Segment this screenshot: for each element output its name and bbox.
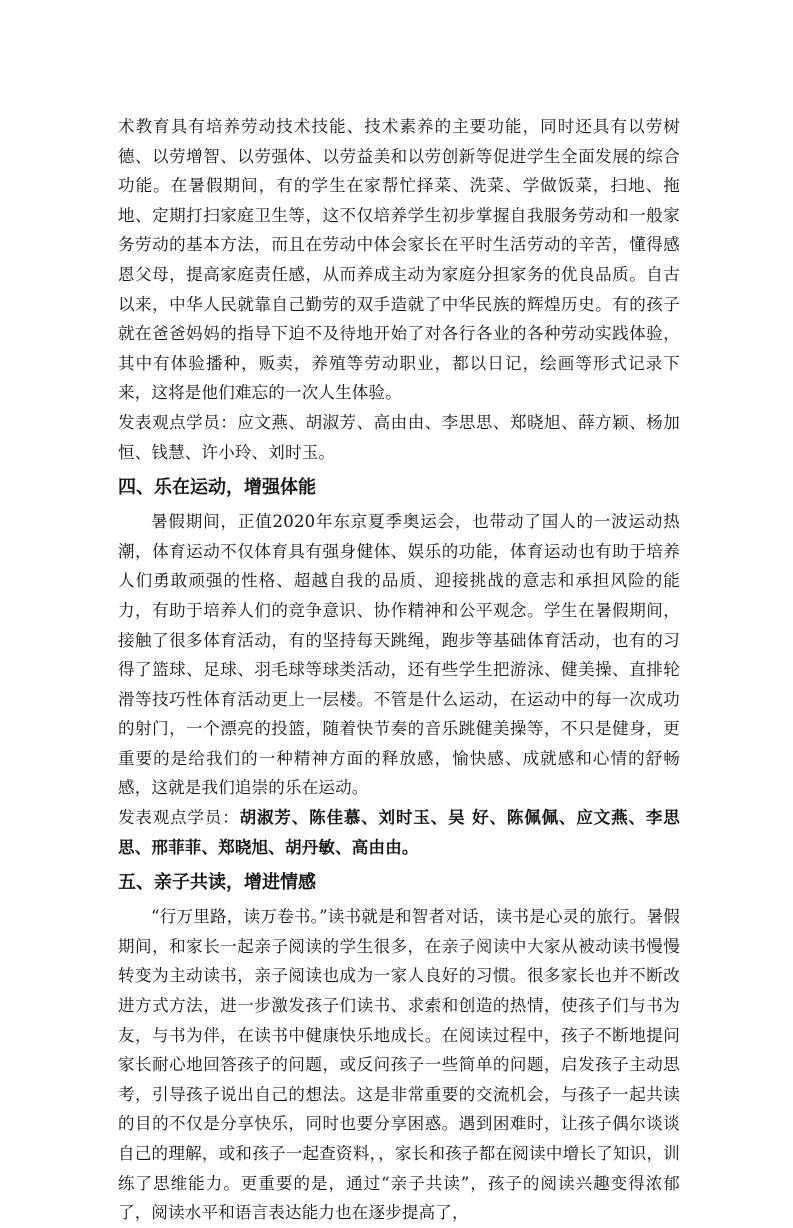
- section4-students: [118, 803, 680, 862]
- document-page: [118, 112, 680, 1228]
- section3-students: [118, 408, 680, 467]
- section3-paragraph: 术教育具有培养劳动技术技能、技术素养的主要功能，同时还具有以劳树德、以劳增智、以劳强体、以劳益美和以劳创新等促进学生全面发展的综合功能。在暑假期间，有的学生在家帮忙择菜、洗菜、学做饭菜，扫地、拖地、定期打扫家庭卫生等，这不仅培养学生初步掌握自我服务劳动和一般家务劳动的基本方法，而且在劳动中体会家长在平时生活劳动的辛苦，懂得感恩父母，提高家庭责任感，从而养成主动为家庭分担家务的优良品质。自古以来，中华人民就靠自己勤劳的双手造就了中华民族的辉煌历史。有的孩子就在爸爸妈妈的指导下迫不及待地开始了对各行各业的各种劳动实践体验，其中有体验播种，贩卖，养殖等劳动职业，都以日记，绘画等形式记录下来，这将是他们难忘的一次人生体验。: [118, 117, 680, 403]
- section4-students-label: 发表观点学员：: [118, 808, 240, 828]
- section3-students-names: 应文燕、胡淑芳、高由由、李思思、郑晓旭、薛方颖、杨加恒、钱慧、许小玲、刘时玉。: [118, 412, 681, 462]
- section5-heading: 五、亲子共读，增进情感: [118, 872, 316, 894]
- section4-students-names: 胡淑芳、陈佳慕、刘时玉、吴 好、陈佩佩、应文燕、李思思、邢菲菲、郑晓旭、胡丹敏、高由由。: [118, 808, 680, 857]
- section4-heading: 四、乐在运动，增强体能: [118, 477, 316, 499]
- section3-students-label: 发表观点学员：: [118, 412, 238, 432]
- section4-paragraph: 暑假期间，正值2020年东京夏季奥运会，也带动了国人的一波运动热潮，体育运动不仅体育具有强身健体、娱乐的功能，体育运动也有助于培养人们勇敢顽强的性格、超越自我的品质、迎接挑战的意志和承担风险的能力，有助于培养人们的竞争意识、协作精神和公平观念。学生在暑假期间，接触了很多体育活动，有的坚持每天跳绳，跑步等基础体育活动，也有的习得了篮球、足球、羽毛球等球类活动，还有些学生把游泳、健美操、直排轮滑等技巧性体育活动更上一层楼。不管是什么运动，在运动中的每一次成功的射门，一个漂亮的投篮，随着快节奏的音乐跳健美操等，不只是健身，更重要的是给我们的一种精神方面的释放感，愉快感、成就感和心情的舒畅感，这就是我们追崇的乐在运动。: [118, 512, 680, 798]
- section5-paragraph: “行万里路，读万卷书。”读书就是和智者对话，读书是心灵的旅行。暑假期间，和家长一起亲子阅读的学生很多，在亲子阅读中大家从被动读书慢慢转变为主动读书，亲子阅读也成为一家人良好的习惯。很多家长也并不断改进方式方法，进一步激发孩子们读书、求索和创造的热情，使孩子们与书为友，与书为伴，在读书中健康快乐地成长。在阅读过程中，孩子不断地提问家长耐心地回答孩子的问题，或反问孩子一些简单的问题，启发孩子主动思考，引导孩子说出自己的想法。这是非常重要的交流机会，与孩子一起共读的目的不仅是分享快乐，同时也要分享困惑。遇到困难时，让孩子偶尔谈谈自己的理解，或和孩子一起查资料，，家长和孩子都在阅读中增长了知识，训练了思维能力。更重要的是，通过“亲子共读”，孩子的阅读兴趣变得浓郁了，阅读水平和语言表达能力也在逐步提高了，: [118, 907, 680, 1223]
